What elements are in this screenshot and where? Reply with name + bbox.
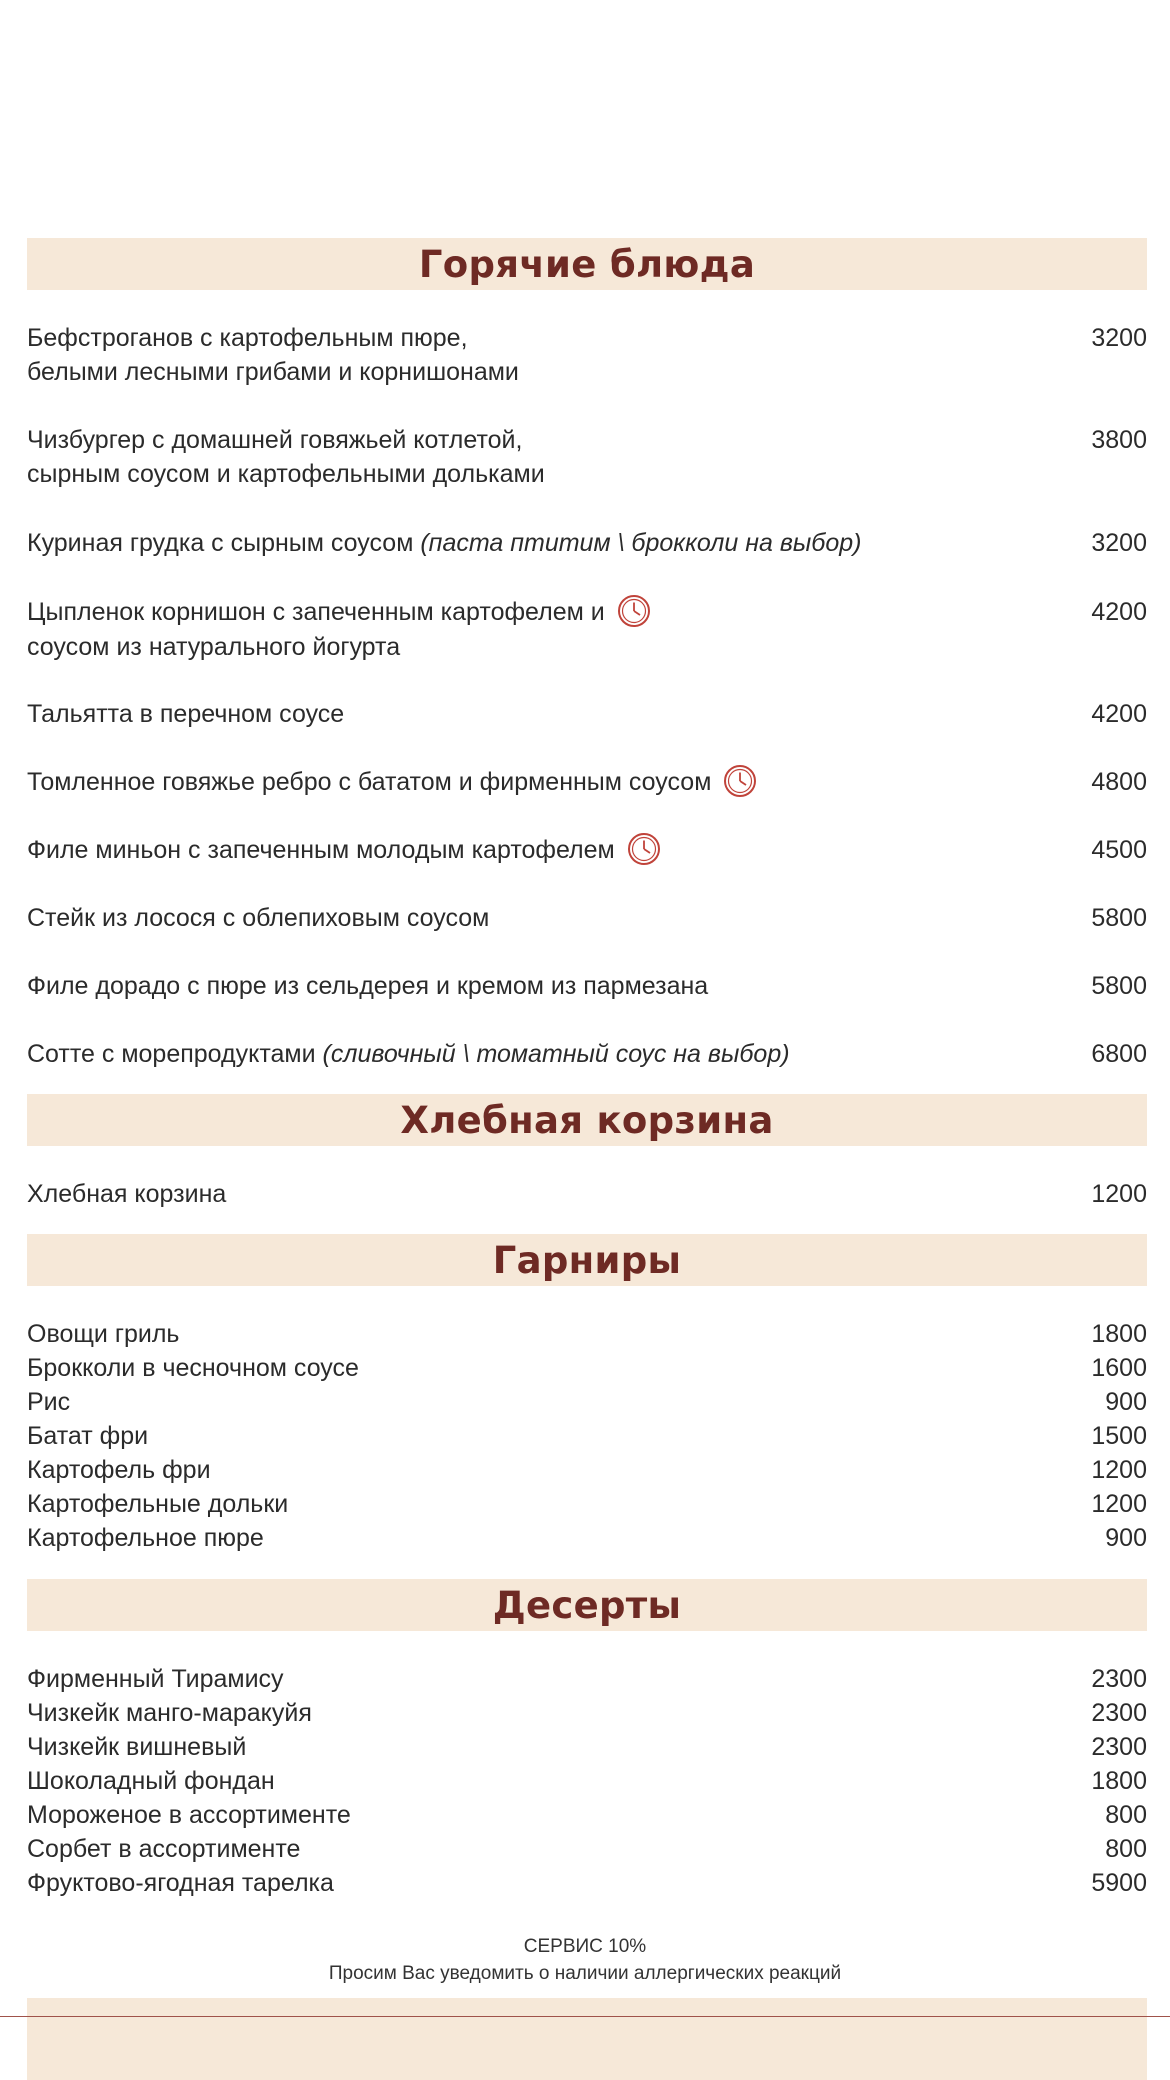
menu-item — [27, 969, 1147, 1003]
item-name: Овощи гриль — [27, 1320, 180, 1348]
item-price: 4200 — [1091, 700, 1147, 728]
item-name: Хлебная корзина — [27, 1180, 227, 1208]
item-price: 6800 — [1091, 1040, 1147, 1068]
bottom-band — [27, 1998, 1147, 2080]
menu-item — [27, 1764, 1147, 1798]
section-header-hot — [27, 238, 1147, 290]
item-name: Томленное говяжье ребро с бататом и фирменным соусом — [27, 768, 712, 796]
item-name-cont: соусом из натурального йогурта — [27, 633, 401, 662]
item-name: Мороженое в ассортименте — [27, 1801, 351, 1829]
section-header-desserts — [27, 1579, 1147, 1631]
menu-item — [27, 697, 1147, 731]
item-price: 1200 — [1091, 1456, 1147, 1484]
menu-item — [27, 1866, 1147, 1900]
section-title-bread: Хлебная корзина — [400, 1098, 774, 1142]
item-name: Фруктово-ягодная тарелка — [27, 1869, 334, 1897]
item-price: 2300 — [1091, 1699, 1147, 1727]
item-price: 3800 — [1091, 426, 1147, 454]
clock-icon — [723, 764, 757, 798]
item-name: Рис — [27, 1388, 71, 1416]
item-name: Сорбет в ассортименте — [27, 1835, 301, 1863]
clock-icon — [627, 832, 661, 866]
item-price: 2300 — [1091, 1665, 1147, 1693]
item-price: 800 — [1105, 1801, 1147, 1829]
section-title-desserts: Десерты — [492, 1583, 682, 1627]
item-note: (паста птитим \ брокколи на выбор) — [420, 529, 862, 557]
menu-item — [27, 1419, 1147, 1453]
item-price: 800 — [1105, 1835, 1147, 1863]
item-name: Тальятта в перечном соусе — [27, 700, 345, 728]
menu-item — [27, 1730, 1147, 1764]
item-name: Чизбургер с домашней говяжьей котлетой, — [27, 426, 523, 454]
menu-item — [27, 1832, 1147, 1866]
menu-item — [27, 595, 1147, 664]
menu-item — [27, 1351, 1147, 1385]
item-price: 3200 — [1091, 324, 1147, 352]
item-price: 1800 — [1091, 1320, 1147, 1348]
section-title-sides: Гарниры — [492, 1238, 682, 1282]
item-price: 5800 — [1091, 904, 1147, 932]
item-name: Шоколадный фондан — [27, 1767, 275, 1795]
item-price: 1200 — [1091, 1180, 1147, 1208]
item-name: Цыпленок корнишон с запеченным картофелем и — [27, 598, 605, 626]
service-charge-note: СЕРВИС 10% — [523, 1936, 647, 1957]
item-name: Стейк из лосося с облепиховым соусом — [27, 904, 490, 932]
item-name: Батат фри — [27, 1422, 149, 1450]
clock-icon — [617, 594, 651, 628]
item-name: Картофельные дольки — [27, 1490, 289, 1518]
menu-item — [27, 1662, 1147, 1696]
item-price: 3200 — [1091, 529, 1147, 557]
item-price: 4200 — [1091, 598, 1147, 626]
item-name: Брокколи в чесночном соусе — [27, 1354, 359, 1382]
menu-item — [27, 1177, 1147, 1211]
menu-item — [27, 1798, 1147, 1832]
item-price: 1200 — [1091, 1490, 1147, 1518]
item-name: Картофельное пюре — [27, 1524, 264, 1552]
item-name: Чизкейк вишневый — [27, 1733, 247, 1761]
item-name: Фирменный Тирамису — [27, 1665, 284, 1693]
item-name: Сотте с морепродуктами — [27, 1040, 316, 1068]
section-header-bread — [27, 1094, 1147, 1146]
item-price: 2300 — [1091, 1733, 1147, 1761]
menu-item — [27, 1696, 1147, 1730]
menu-item — [27, 765, 1147, 800]
item-note: (сливочный \ томатный соус на выбор) — [322, 1040, 790, 1068]
menu-item — [27, 901, 1147, 935]
section-title-hot: Горячие блюда — [418, 242, 756, 286]
menu-item — [27, 1453, 1147, 1487]
divider-line — [0, 2016, 1170, 2017]
menu-item — [27, 1385, 1147, 1419]
item-price: 5800 — [1091, 972, 1147, 1000]
menu-item — [27, 833, 1147, 868]
item-name: Куриная грудка с сырным соусом — [27, 529, 414, 557]
item-price: 900 — [1105, 1524, 1147, 1552]
item-price: 900 — [1105, 1388, 1147, 1416]
allergy-note: Просим Вас уведомить о наличии аллергических реакций — [328, 1963, 842, 1984]
menu-item — [27, 1037, 1147, 1071]
menu-item — [27, 321, 1147, 389]
item-price: 4800 — [1091, 768, 1147, 796]
menu-item — [27, 1487, 1147, 1521]
menu-item — [27, 1317, 1147, 1351]
item-price: 5900 — [1091, 1869, 1147, 1897]
item-price: 1600 — [1091, 1354, 1147, 1382]
menu-item — [27, 1521, 1147, 1555]
item-name: Филе дорадо с пюре из сельдерея и кремом из пармезана — [27, 972, 709, 1000]
item-name: Чизкейк манго-маракуйя — [27, 1699, 312, 1727]
section-header-sides — [27, 1234, 1147, 1286]
item-name-cont: сырным соусом и картофельными дольками — [27, 460, 545, 488]
item-name-cont: белыми лесными грибами и корнишонами — [27, 358, 519, 386]
menu-item — [27, 526, 1147, 560]
item-name: Картофель фри — [27, 1456, 211, 1484]
item-price: 1800 — [1091, 1767, 1147, 1795]
item-price: 1500 — [1091, 1422, 1147, 1450]
item-name: Филе миньон с запеченным молодым картофелем — [27, 836, 615, 864]
menu-item — [27, 423, 1147, 491]
item-price: 4500 — [1091, 836, 1147, 864]
item-name: Бефстроганов с картофельным пюре, — [27, 324, 468, 352]
